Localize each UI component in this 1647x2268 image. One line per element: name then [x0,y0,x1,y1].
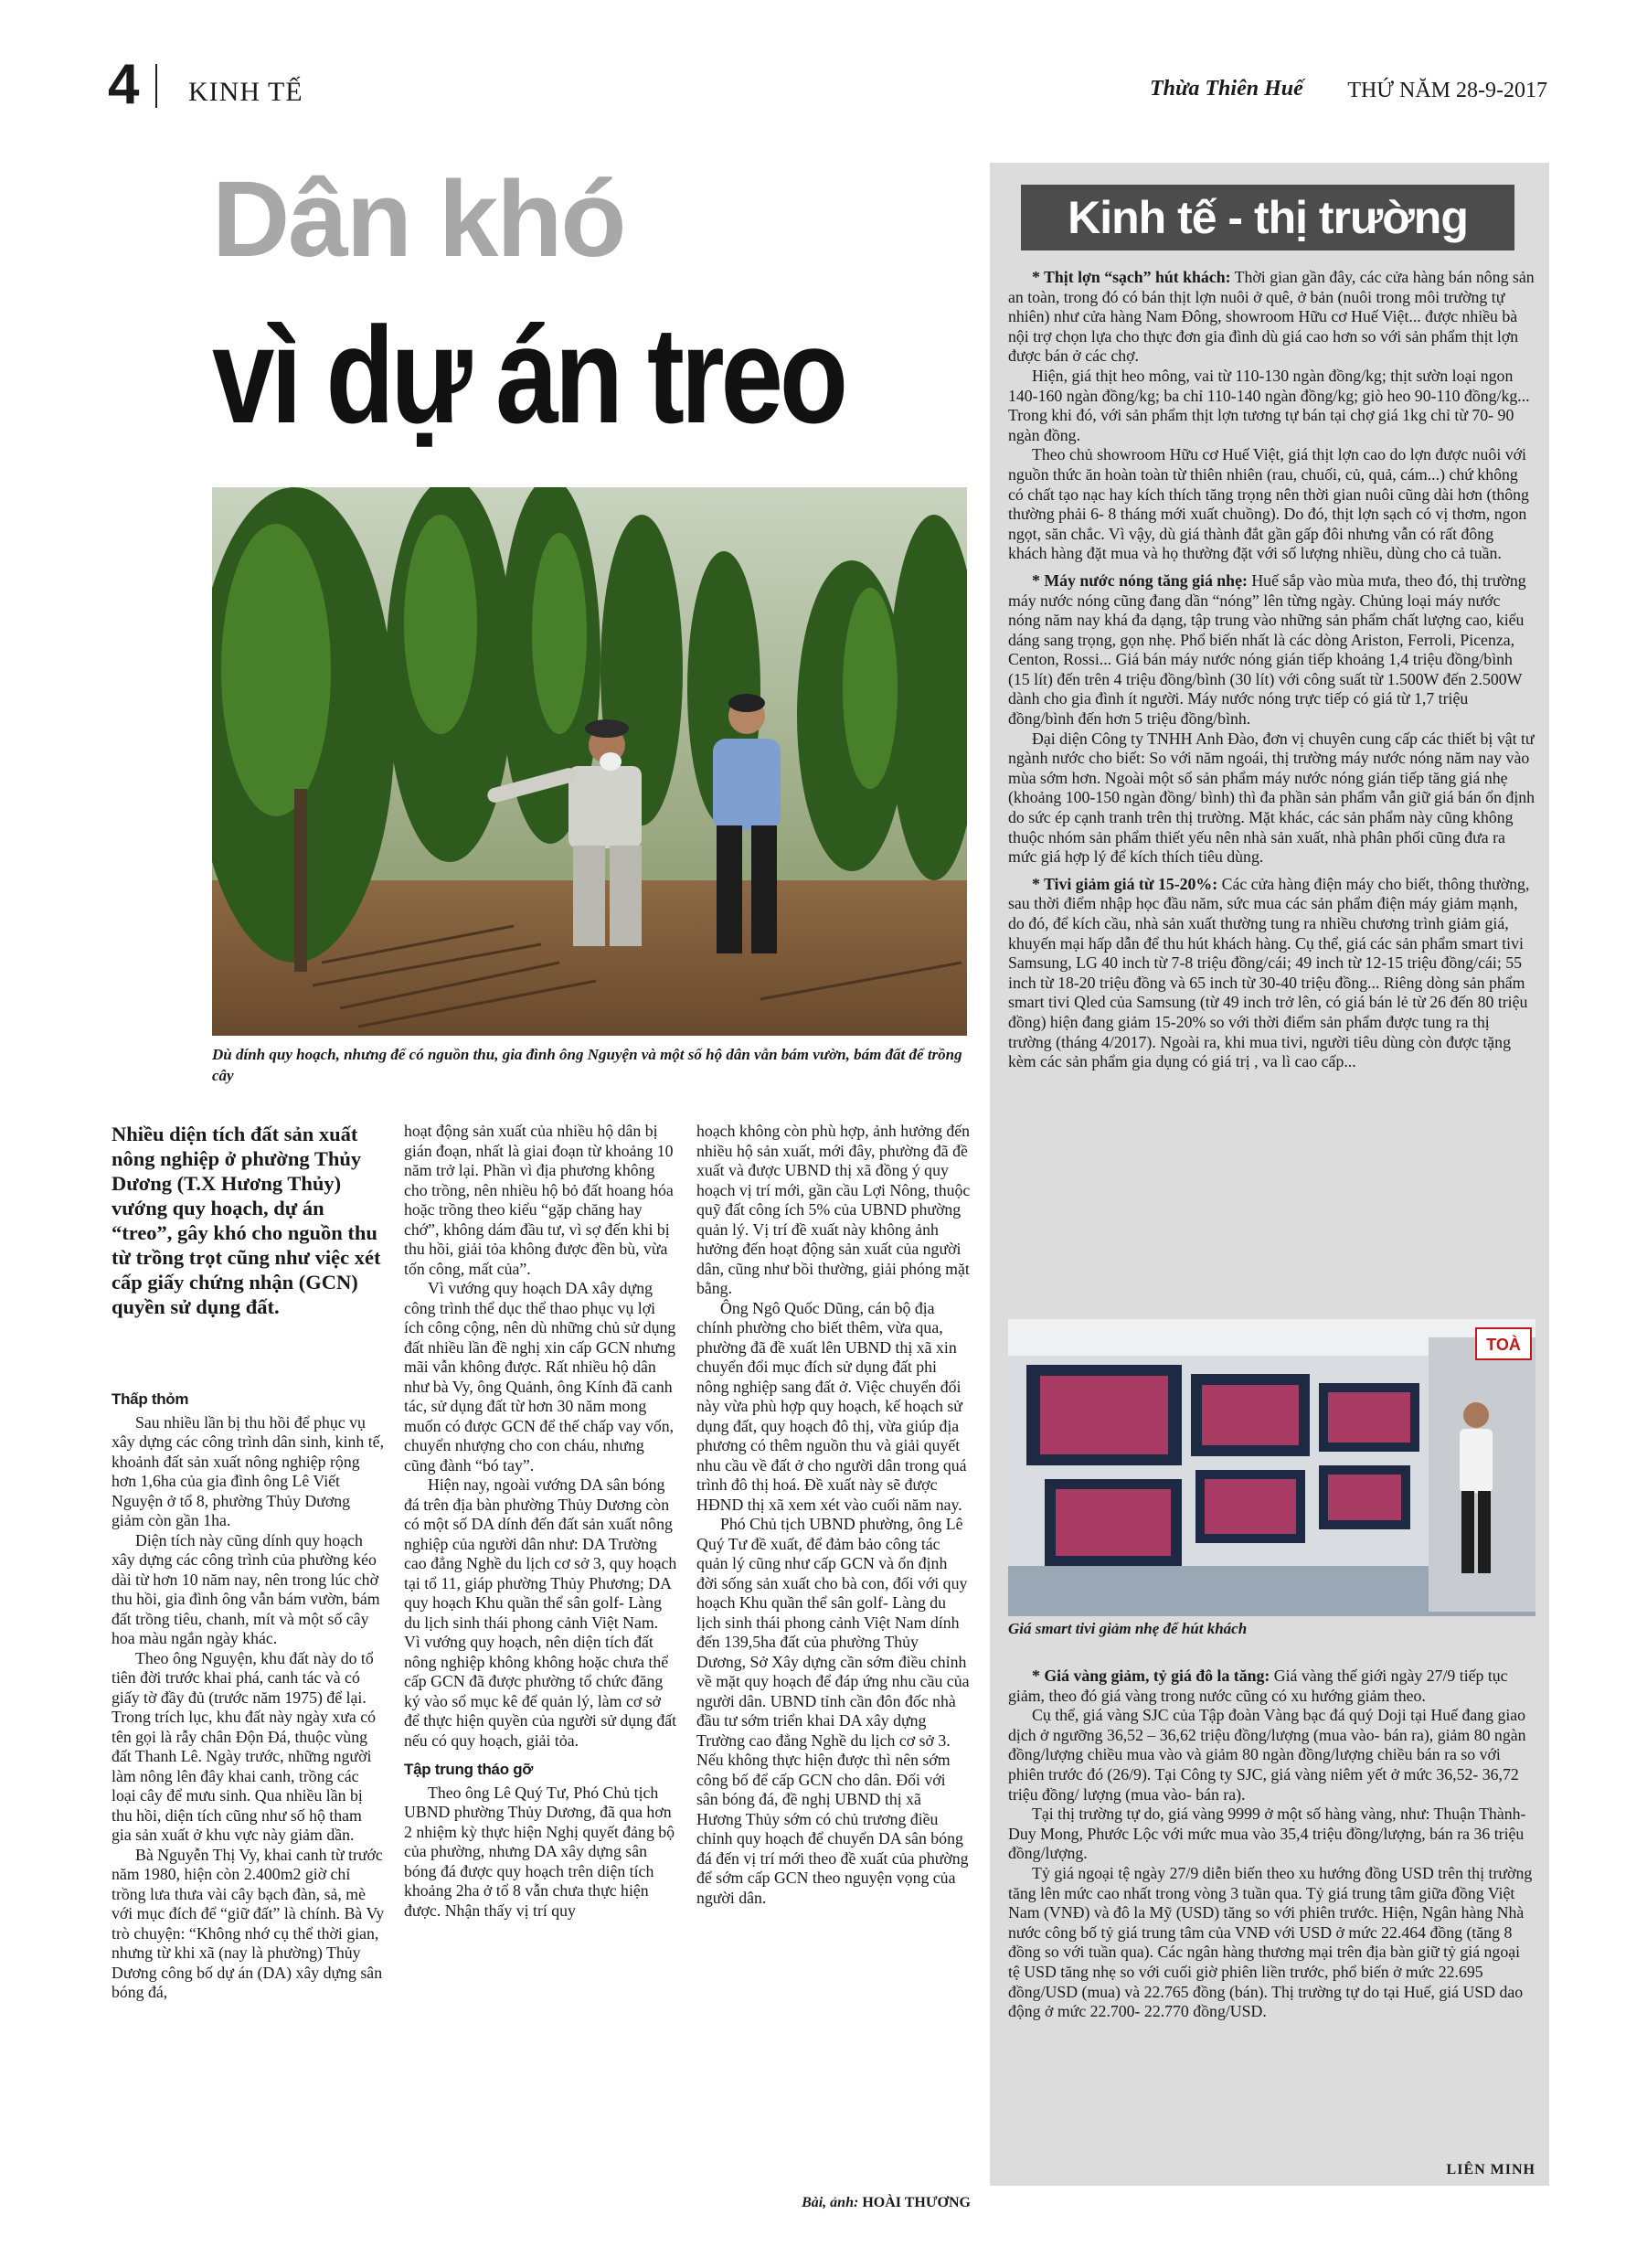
page-header [108,53,1547,116]
article-column-1 [112,1380,386,2003]
paragraph: Diện tích này cũng dính quy hoạch xây dựng các công trình của phường kéo dài từ hơn 10 năm nay, nên trong lúc chờ thu hồi, gia đình ông vẫn bám vườn, bám đất trồng tiêu, chanh, mít và một số cây hoa màu ngắn ngày khác. [112,1530,380,1647]
paragraph: Sau nhiều lần bị thu hồi để phục vụ xây dựng các công trình dân sinh, kinh tế, khoảnh đất sản xuất nông nghiệp rộng hơn 1,6ha của gia đình ông Lê Viết Nguyện ở tổ 8, phường Thủy Dương giảm còn gần 1ha. [112,1412,385,1529]
paragraph: Bà Nguyễn Thị Vy, khai canh từ trước năm 1980, hiện còn 2.400m2 giờ chỉ trồng lưa thưa vài cây bạch đàn, sả, mè với mục đích để “giữ đất” là chính. Bà Vy trò chuyện: “Không nhớ cụ thể thời gian, nhưng từ khi xã (nay là phường) Thủy Dương công bố dự án (DA) xây dựng sân bóng đá, [112,1845,385,2001]
paragraph: Ông Ngô Quốc Dũng, cán bộ địa chính phường cho biết thêm, vừa qua, phường đã đề xuất lên UBND thị xã xin chuyển đổi mục đích sử dụng đất phi nông nghiệp sang đất ở. Việc chuyển đổi này vừa phù hợp quy hoạch, kế hoạch sử dụng đất, quy hoạch đô thị, vừa giúp địa phương có thêm nguồn thu và giải quyết nhu cầu về đất ở cho người dân trong quá trình đô thị hoá. Đề xuất này sẽ được HĐND thị xã xem xét vào cuối năm nay. [696,1298,967,1514]
store-sign-text: TOÀ [1486,1336,1521,1354]
paragraph: Theo ông Lê Quý Tư, Phó Chủ tịch UBND phường Thủy Dương, đã qua hơn 2 nhiệm kỳ thực hiện Nghị quyết đảng bộ của phường, nhưng DA xây dựng sân bóng đá được quy hoạch trên diện tích khoảng 2ha ở tổ 8 vẫn chưa thực hiện được. Nhận thấy vị trí quy [404,1783,675,1920]
paragraph: Thời gian gần đây, các cửa hàng bán nông sản an toàn, trong đó có bán thịt lợn nuôi ở quê, ở bản (nuôi trong môi trường tự nhiên) như cửa hàng Nam Đông, showroom Hữu cơ Huế Việt... được nhiều bà nội trợ chọn lựa cho thực đơn gia đình dù giá cao hơn so với sản phẩm thịt lợn được bán ở các chợ. [1008,268,1535,366]
paragraph: Theo ông Nguyện, khu đất này do tổ tiên đời trước khai phá, canh tác và có giấy tờ đầy đủ (trước năm 1975) để lại. Trong trích lục, khu đất này ngày xưa có tên gọi là rẫy chân Độn Đá, thuộc vùng đất Thanh Lê. Ngày trước, những người làm nông lên đây khai canh, trồng các loại cây để mưu sinh. Qua nhiều lần bị thu hồi, diện tích cũng như số hộ tham gia sản xuất ở khu vực này giảm dần. [112,1648,376,1844]
header-divider [155,64,157,108]
article-byline [696,2195,971,2211]
item-lead: * Tivi giảm giá từ 15-20%: [1032,874,1218,893]
item-lead: * Giá vàng giảm, tỷ giá đô la tăng: [1032,1666,1270,1685]
paragraph: Vì vướng quy hoạch DA xây dựng công trình thể dục thể thao phục vụ lợi ích công cộng, nên dù những chủ sử dụng đất nhiều lần đề nghị xin cấp GCN nhưng mãi vẫn không được. Rất nhiều hộ dân như bà Vy, ông Quảnh, ông Kính đã canh tác, sử dụng đất từ hơn 30 năm mong muốn có được GCN để thế chấp vay vốn, chuyển nhượng cho con cháu, nhưng cũng đành “bó tay”. [404,1279,676,1475]
headline-line-1: Dân khó [212,159,625,280]
paragraph: Các cửa hàng điện máy cho biết, thông thường, sau thời điểm nhập học đầu năm, sức mua các sản phẩm điện máy giảm mạnh, do đó, để kích cầu, nhà sản xuất thường tung ra nhiều chương trình giảm giá, khuyến mại hấp dẫn để thu hút khách hàng. Cụ thể, giá các sản phẩm smart tivi Samsung, LG 40 inch từ 7-8 triệu đồng/cái; 49 inch từ 12-15 triệu đồng/cái; 55 inch từ 18-20 triệu đồng và 65 inch từ 30-40 triệu đồng... Riêng dòng sản phẩm smart tivi Qled của Samsung (từ 49 inch trở lên, có giá bán lẻ từ 26 đến 80 triệu đồng) hiện đang giảm 15-20% so với thời điểm sản phẩm được tung ra thị trường (tháng 4/2017). Ngoài ra, khi mua tivi, người tiêu dùng còn được tặng kèm các sản phẩm gia dụng có giá trị , va lì cao cấp... [1008,874,1530,1071]
item-lead: * Thịt lợn “sạch” hút khách: [1032,268,1231,286]
section-name: KINH TẾ [188,77,303,107]
paragraph: Hiện nay, ngoài vướng DA sân bóng đá trên địa bàn phường Thủy Dương còn có một số DA dính đến đất sản xuất nông nghiệp của người dân như: DA Trường cao đẳng Nghề du lịch cơ sở 3, quy hoạch tại tổ 11, giáp phường Thủy Phương; DA quy hoạch Khu quần thể sân golf- Làng du lịch sinh thái phong cảnh Việt Nam. Vì vướng quy hoạch, nên diện tích đất nông nghiệp không không hoặc chưa thể cấp GCN đã được phường tổ chức đăng ký vào sổ mục kê để quản lý, làm cơ sở để thực hiện quyền của người sử dụng đất nếu có quy hoạch, giải tỏa. [404,1475,677,1750]
sidebar-item-pork [1008,268,1535,367]
sidebar-photo-caption: Giá smart tivi giảm nhẹ để hút khách [1008,1620,1248,1637]
sidebar-signature: LIÊN MINH [1446,2162,1535,2177]
sidebar-text-lower [1008,1666,1535,2022]
paragraph: Đại diện Công ty TNHH Anh Đào, đơn vị chuyên cung cấp các thiết bị vật tư ngành nước cho biết: So với năm ngoái, thị trường máy nước nóng năm nay vào mùa sớm hơn. Ngoài một số sản phẩm máy nước nóng gián tiếp tăng giá nhẹ (khoảng 100-150 ngàn đồng/ bình) thì đa phần sản phẩm vẫn giữ giá bán ổn định do sức ép cạnh tranh trên thị trường. Mặt khác, các sản phẩm này cũng không thuộc nhóm sản phẩm thiết yếu nên nhà sản xuất, nhà phân phối cũng đưa ra mức giá hợp lý để kích thích tiêu dùng. [1008,729,1535,867]
item-lead: * Máy nước nóng tăng giá nhẹ: [1032,570,1248,590]
article-photo-pepper-garden [212,487,967,1036]
headline-line-2: vì dự án treo [212,298,845,452]
paragraph: Tỷ giá ngoại tệ ngày 27/9 diễn biến theo xu hướng đồng USD trên thị trường tăng lên mức cao nhất trong vòng 3 tuần qua. Tỷ giá trung tâm giữa đồng Việt Nam (VNĐ) và đô la Mỹ (USD) tăng so với phiên trước. Hiện, Ngân hàng Nhà nước công bố tỷ giá trung tâm của VNĐ với USD ở mức 22.464 đồng (tăng 8 đồng so với tuần qua). Các ngân hàng thương mại trên địa bàn giữ tỷ giá ngoại tệ USD tăng nhẹ so với cuối giờ phiên liền trước, phổ biến ở mức 22.695 đồng/USD (mua) và 22.765 đồng (bán). Thị trường tự do tại Huế, giá USD dao động ở mức 22.700- 22.770 đồng/USD. [1008,1863,1533,2021]
sidebar-title: Kinh tế - thị trường [1021,185,1514,250]
newspaper-name: Thừa Thiên Huế [1150,77,1303,101]
byline-prefix: Bài, ảnh: [802,2195,859,2210]
sidebar-text-upper [1008,268,1535,1072]
paragraph: Tại thị trường tự do, giá vàng 9999 ở một số hàng vàng, như: Thuận Thành-Duy Mong, Phước Lộc với mức mua vào 35,4 triệu đồng/lượng, bán ra 36 triệu đồng/lượng. [1008,1805,1526,1863]
paragraph: Cụ thể, giá vàng SJC của Tập đoàn Vàng bạc đá quý Doji tại Huế đang giao dịch ở ngưỡng 36,52 – 36,62 triệu đồng/lượng (mua vào- bán ra), giảm 80 ngàn đồng/lượng chiều mua vào và giảm 80 ngàn đồng/lượng chiều bán ra so với phiên trước đó (26/9). Tại Công ty SJC, giá vàng niêm yết ở mức 36,52- 36,72 triệu đồng/ lượng (mua vào- bán ra). [1008,1706,1526,1804]
paragraph: hoạt động sản xuất của nhiều hộ dân bị gián đoạn, nhất là giai đoạn từ khoảng 10 năm trở lại. Phần vì địa phương không cho trồng, nên nhiều hộ bỏ đất hoang hóa hoặc trồng theo kiểu “gặp chăng hay chớ”, không dám đầu tư, vì sợ đến khi bị thu hồi, giải tỏa không được đền bù, vừa tốn công, mất của”. [404,1122,674,1278]
sidebar-photo-tv-store [1008,1319,1535,1616]
article-column-3 [696,1122,971,1908]
paragraph: Giá vàng thế giới ngày 27/9 tiếp tục giảm, theo đó giá vàng trong nước cũng có xu hướng giảm theo. [1008,1666,1508,1705]
paragraph: Huế sắp vào mùa mưa, theo đó, thị trường máy nước nóng cũng đang dần “nóng” lên từng ngày. Chủng loại máy nước nóng năm nay khá đa dạng, tập trung vào những sản phẩm chất lượng cao, kiểu dáng sang trọng, gọn nhẹ. Phổ biến nhất là các dòng Ariston, Ferroli, Picenza, Centon, Rossi... Giá bán máy nước nóng gián tiếp khoảng 1,4 triệu đồng/bình (15 lít) đến trên 4 triệu đồng/bình (30 lít) với công suất từ 1.500W đến 2.500W dành cho gia đình ít người. Máy nước nóng trực tiếp có giá từ 1,7 triệu đồng/bình đến hơn 5 triệu đồng/bình. [1008,570,1526,729]
article-photo-caption: Dù dính quy hoạch, nhưng để có nguồn thu, gia đình ông Nguyện và một số hộ dân vẫn bám vườn, bám đất để trồng cây [212,1046,962,1084]
paragraph: Theo chủ showroom Hữu cơ Huế Việt, giá thịt lợn cao do lợn được nuôi với nguồn thức ăn hoàn toàn từ thiên nhiên (rau, chuối, củ, quả, cám...) chứ không có chất tạo nạc hay kích thích tăng trọng nên thời gian nuôi cũng dài hơn (thông thường phải 6- 8 tháng mới xuất chuồng). Do đó, thịt lợn sạch có vị thơm, ngon ngọt, săn chắc. Vì vậy, dù giá thành đắt gần gấp đôi nhưng vẫn có rất đông khách hàng đặt mua và họ thường đặt với số lượng nhiều, dùng cho cả tuần. [1008,445,1529,563]
sidebar-item-water-heater [1008,571,1535,729]
subheading-thap-thom: Thấp thỏm [112,1390,189,1408]
sidebar-item-tv [1008,875,1535,1072]
byline-author: HOÀI THƯƠNG [862,2195,971,2210]
article-column-2 [404,1122,678,1921]
sidebar-item-gold [1008,1666,1535,1706]
paragraph: Hiện, giá thịt heo mông, vai từ 110-130 ngàn đồng/kg; thịt sườn loại ngon 140-160 ngàn đồng/kg; ba chỉ 110-140 ngàn đồng/kg; giò heo 90-110 đồng/kg... Trong khi đó, với sản phẩm thịt lợn tương tự bán tại chợ giá 1kg chỉ từ 70- 90 ngàn đồng. [1008,366,1530,444]
page-number: 4 [108,53,140,116]
issue-date: THỨ NĂM 28-9-2017 [1347,79,1547,102]
paragraph: Phó Chủ tịch UBND phường, ông Lê Quý Tư đề xuất, để đảm bảo công tác quản lý cũng như cấp GCN và ổn định đời sống sản xuất cho bà con, đối với quy hoạch Khu quần thể sân golf- Làng du lịch sinh thái phong cảnh Việt Nam dính đến 139,5ha đất của phường Thủy Dương, Sở Xây dựng cần sớm điều chỉnh về mặt quy hoạch để đáp ứng nhu cầu của người dân. UBND tỉnh cần đôn đốc nhà đầu tư sớm triển khai DA xây dựng Trường cao đẳng Nghề du lịch cơ sở 3. Nếu không thực hiện được thì nên sớm công bố để cấp GCN cho dân. Đối với sân bóng đá, đề nghị UBND thị xã Hương Thủy sớm có chủ trương điều chỉnh quy hoạch để chuyển DA sân bóng đá đến vị trí mới theo đề xuất của phường để sớm cấp GCN theo nguyện vọng của người dân. [696,1515,970,1907]
paragraph: hoạch không còn phù hợp, ảnh hưởng đến nhiều hộ sản xuất, mới đây, phường đã đề xuất và được UBND thị xã đồng ý quy hoạch vị trí mới, gần cầu Lợi Nông, thuộc quỹ đất công ích 5% của UBND phường quản lý. Vị trí đề xuất này không ảnh hưởng đến hoạt động sản xuất của người dân, cũng như bồi thường, giải phóng mặt bằng. [696,1122,971,1297]
article-lead: Nhiều diện tích đất sản xuất nông nghiệp ở phường Thủy Dương (T.X Hương Thủy) vướng quy hoạch, dự án “treo”, gây khó cho nguồn thu từ trồng trọt cũng như việc xét cấp giấy chứng nhận (GCN) quyền sử dụng đất. [112,1123,381,1318]
subheading-tap-trung-thao-go: Tập trung tháo gỡ [404,1761,534,1778]
